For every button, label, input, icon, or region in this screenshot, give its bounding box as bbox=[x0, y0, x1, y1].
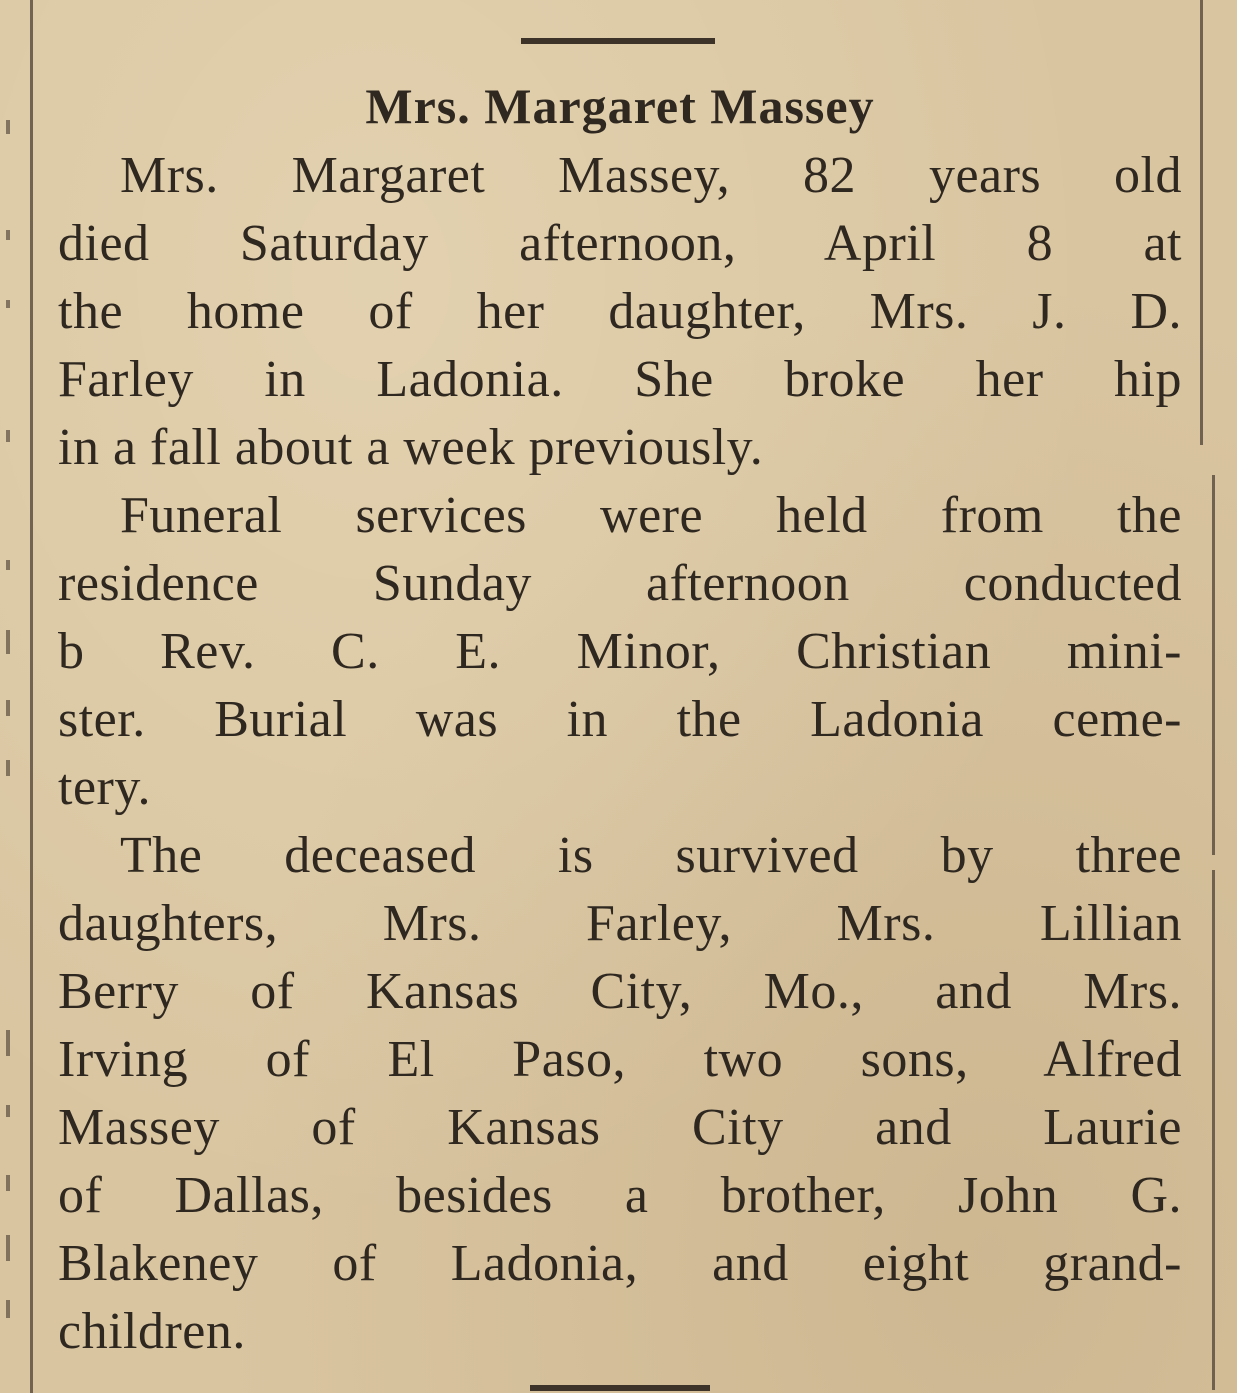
text-line: daughters, Mrs. Farley, Mrs. Lillian bbox=[58, 895, 1182, 952]
left-edge-marks bbox=[4, 0, 18, 1393]
edge-mark bbox=[6, 1175, 10, 1191]
edge-mark bbox=[6, 300, 10, 308]
edge-mark bbox=[6, 230, 10, 240]
paragraph-2 bbox=[58, 482, 1182, 822]
text-line: the home of her daughter, Mrs. J. D. bbox=[58, 283, 1182, 340]
text-line: Mrs. Margaret Massey, 82 years old bbox=[120, 147, 1182, 204]
text-line: Funeral services were held from the bbox=[120, 487, 1182, 544]
paragraph-3 bbox=[58, 822, 1182, 1366]
text-line: died Saturday afternoon, April 8 at bbox=[58, 215, 1182, 272]
edge-mark bbox=[6, 1300, 10, 1318]
headline: Mrs. Margaret Massey bbox=[365, 78, 875, 134]
text-line: children. bbox=[58, 1303, 246, 1360]
text-line: Farley in Ladonia. She broke her hip bbox=[58, 351, 1182, 408]
text-line: b Rev. C. E. Minor, Christian mini- bbox=[58, 623, 1182, 680]
edge-mark bbox=[6, 700, 10, 716]
edge-mark bbox=[6, 1030, 10, 1056]
text-line: Massey of Kansas City and Laurie bbox=[58, 1099, 1182, 1156]
obituary-article bbox=[58, 70, 1182, 1366]
edge-mark bbox=[6, 1105, 10, 1117]
left-column-rule bbox=[30, 0, 33, 1393]
text-line: Berry of Kansas City, Mo., and Mrs. bbox=[58, 963, 1182, 1020]
paragraph-1 bbox=[58, 142, 1182, 482]
edge-mark bbox=[6, 1235, 10, 1261]
text-line: in a fall about a week previously. bbox=[58, 419, 764, 476]
right-column-rule bbox=[1212, 475, 1215, 855]
text-line: ster. Burial was in the Ladonia ceme- bbox=[58, 691, 1182, 748]
edge-mark bbox=[6, 760, 10, 776]
text-line: The deceased is survived by three bbox=[120, 827, 1182, 884]
text-line: residence Sunday afternoon conducted bbox=[58, 555, 1182, 612]
edge-mark bbox=[6, 120, 10, 134]
bottom-divider-rule bbox=[530, 1385, 710, 1391]
right-column-rule bbox=[1212, 870, 1215, 1390]
right-column-rule bbox=[1200, 0, 1203, 445]
top-divider-rule bbox=[521, 38, 715, 44]
edge-mark bbox=[6, 560, 10, 570]
text-line: tery. bbox=[58, 759, 151, 816]
edge-mark bbox=[6, 630, 10, 654]
edge-mark bbox=[6, 430, 10, 442]
text-line: of Dallas, besides a brother, John G. bbox=[58, 1167, 1182, 1224]
text-line: Irving of El Paso, two sons, Alfred bbox=[58, 1031, 1182, 1088]
text-line: Blakeney of Ladonia, and eight grand- bbox=[58, 1235, 1182, 1292]
